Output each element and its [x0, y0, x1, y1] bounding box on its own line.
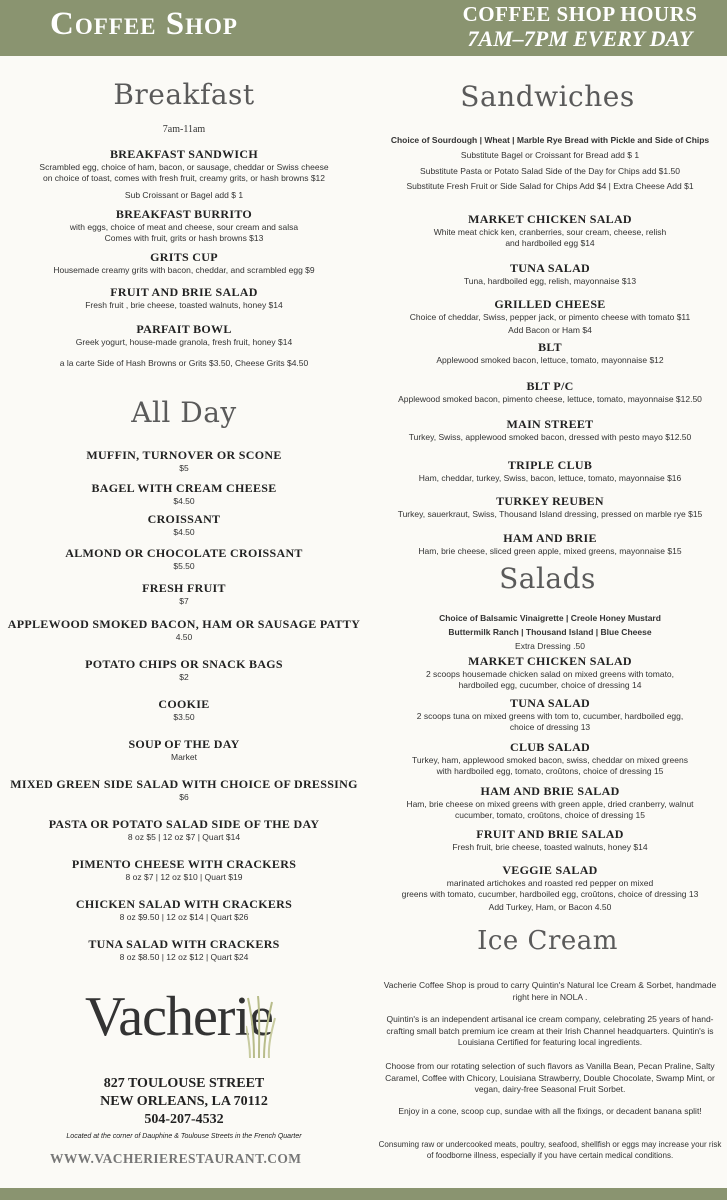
menu-item: APPLEWOOD SMOKED BACON, HAM OR SAUSAGE PATTY 4.50 [7, 617, 361, 642]
menu-item: CLUB SALAD Turkey, ham, applewood smoked bacon, swiss, cheddar on mixed greens with hardboiled egg, tomato, croûtons, choice of dressing 15 [412, 740, 688, 776]
icecream-paragraph: Quintin's is an independent artisanal ice cream company, celebrating 25 years of hand-crafting small batch premium ice cream at their Irish Channel headquarters. Quintin's is Louisiana Certified for featuring local ingredients. [386, 1014, 714, 1047]
menu-item: TUNA SALAD Tuna, hardboiled egg, relish, mayonnaise $13 [463, 261, 637, 286]
menu-item: POTATO CHIPS OR SNACK BAGS $2 [85, 657, 283, 682]
menu-note: Sub Croissant or Bagel add $ 1 [124, 190, 244, 200]
menu-item: SOUP OF THE DAY Market [128, 737, 240, 762]
sandwich-sub-note: Substitute Pasta or Potato Salad Side of the Day for Chips add $1.50 [420, 166, 680, 176]
breakfast-title: Breakfast [113, 78, 255, 111]
dressing-choices: Buttermilk Ranch | Thousand Island | Blue Cheese [448, 627, 652, 637]
icecream-paragraph: Vacherie Coffee Shop is proud to carry Quintin's Natural Ice Cream & Sorbet, handmade right here in NOLA . [383, 980, 717, 1002]
sandwiches-title: Sandwiches [460, 80, 635, 113]
menu-item: ALMOND OR CHOCOLATE CROISSANT $5.50 [65, 546, 303, 571]
hours-text: 7AM–7PM EVERY DAY [467, 26, 693, 51]
sandwich-bread-note: Choice of Sourdough | Wheat | Marble Rye Bread with Pickle and Side of Chips [390, 135, 710, 145]
menu-item: COOKIE $3.50 [158, 697, 210, 722]
menu-item: MIXED GREEN SIDE SALAD WITH CHOICE OF DRESSING $6 [10, 777, 358, 802]
menu-note: a la carte Side of Hash Browns or Grits $3.50, Cheese Grits $4.50 [59, 358, 309, 368]
menu-item: FRESH FRUIT $7 [142, 581, 226, 606]
menu-item: FRUIT AND BRIE SALAD Fresh fruit, brie cheese, toasted walnuts, honey $14 [452, 827, 648, 852]
street-address: 827 TOULOUSE STREET [103, 1076, 265, 1091]
menu-item: GRILLED CHEESE Choice of cheddar, Swiss, pepper jack, or pimento cheese with tomato $11 Add Bacon or Ham $4 [409, 297, 691, 335]
vacherie-logo: Vacherie [85, 986, 273, 1048]
menu-item: GRITS CUP Housemade creamy grits with bacon, cheddar, and scrambled egg $9 [53, 250, 315, 275]
menu-item: BREAKFAST SANDWICH Scrambled egg, choice of ham, bacon, or sausage, cheddar or Swiss cheese on choice of toast, comes with fresh fruit, creamy grits, or hash browns $12 [39, 147, 329, 183]
menu-item: HAM AND BRIE SALAD Ham, brie cheese on mixed greens with green apple, dried cranberry, walnut cucumber, tomato, croûtons, choice of dressing 15 [406, 784, 694, 820]
city-address: NEW ORLEANS, LA 70112 [100, 1094, 268, 1109]
food-safety-disclaimer: Consuming raw or undercooked meats, poultry, seafood, shellfish or eggs may increase your risk of foodborne illness, especially if you have certain medical conditions. [378, 1140, 722, 1160]
menu-item: MARKET CHICKEN SALAD 2 scoops housemade chicken salad on mixed greens with tomato, hardboiled egg, cucumber, choice of dressing 14 [425, 654, 675, 690]
header-banner [0, 0, 727, 56]
salads-title: Salads [499, 562, 596, 595]
footer-band [0, 1188, 727, 1200]
phone-number: 504-207-4532 [144, 1112, 224, 1127]
menu-item: PARFAIT BOWL Greek yogurt, house-made granola, fresh fruit, honey $14 [75, 322, 293, 347]
allday-title: All Day [131, 396, 237, 429]
website-link[interactable]: WWW.VACHERIERESTAURANT.COM [50, 1151, 302, 1166]
menu-item: MUFFIN, TURNOVER OR SCONE $5 [86, 448, 282, 473]
hours-heading: COFFEE SHOP HOURS [462, 2, 698, 26]
menu-item: HAM AND BRIE Ham, brie cheese, sliced green apple, mixed greens, mayonnaise $15 [418, 531, 682, 556]
icecream-paragraph: Choose from our rotating selection of such flavors as Vanilla Bean, Pecan Praline, Salty Caramel, Coffee with Chicory, Louisiana Strawberry, Double Chocolate, Swamp Mint, or vegan, dairy-free Seasonal Fruit Sorbet. [385, 1061, 715, 1094]
dressing-choices: Choice of Balsamic Vinaigrette | Creole Honey Mustard [439, 613, 661, 623]
menu-item: MAIN STREET Turkey, Swiss, applewood smoked bacon, dressed with pesto mayo $12.50 [408, 417, 692, 442]
menu-item: CHICKEN SALAD WITH CRACKERS 8 oz $9.50 | 12 oz $14 | Quart $26 [75, 897, 293, 922]
grass-icon [246, 996, 276, 1058]
menu-item: VEGGIE SALAD marinated artichokes and roasted red pepper on mixed greens with tomato, cucumber, hardboiled egg, croûtons, choice of dressing 13 Add Turkey, Ham, or Bacon 4.50 [401, 863, 699, 912]
menu-item: FRUIT AND BRIE SALAD Fresh fruit , brie cheese, toasted walnuts, honey $14 [85, 285, 283, 310]
icecream-paragraph: Enjoy in a cone, scoop cup, sundae with all the fixings, or decadent banana split! [398, 1106, 702, 1116]
menu-item: BREAKFAST BURRITO with eggs, choice of meat and cheese, sour cream and salsa Comes with fruit, grits or hash browns $13 [69, 207, 299, 243]
icecream-title: Ice Cream [477, 926, 618, 956]
menu-item: TUNA SALAD 2 scoops tuna on mixed greens with tom to, cucumber, hardboiled egg, choice of dressing 13 [416, 696, 684, 732]
menu-item: BLT P/C Applewood smoked bacon, pimento cheese, lettuce, tomato, mayonnaise $12.50 [398, 379, 702, 404]
extra-dressing: Extra Dressing .50 [515, 641, 585, 651]
breakfast-time: 7am-11am [162, 124, 206, 135]
menu-item: TRIPLE CLUB Ham, cheddar, turkey, Swiss, bacon, lettuce, tomato, mayonnaise $16 [418, 458, 682, 483]
location-note: Located at the corner of Dauphine & Toulouse Streets in the French Quarter [66, 1133, 302, 1140]
menu-item: BLT Applewood smoked bacon, lettuce, tomato, mayonnaise $12 [436, 340, 664, 365]
menu-item: CROISSANT $4.50 [147, 512, 221, 537]
menu-item: TURKEY REUBEN Turkey, sauerkraut, Swiss, Thousand Island dressing, pressed on marble rye $15 [397, 494, 703, 519]
menu-item: TUNA SALAD WITH CRACKERS 8 oz $8.50 | 12 oz $12 | Quart $24 [88, 937, 280, 962]
menu-item: MARKET CHICKEN SALAD White meat chick ken, cranberries, sour cream, cheese, relish and hardboiled egg $14 [433, 212, 667, 248]
menu-item: PIMENTO CHEESE WITH CRACKERS 8 oz $7 | 12 oz $10 | Quart $19 [71, 857, 297, 882]
sandwich-sub-note: Substitute Bagel or Croissant for Bread add $ 1 [460, 150, 640, 160]
menu-item: PASTA OR POTATO SALAD SIDE OF THE DAY 8 oz $5 | 12 oz $7 | Quart $14 [48, 817, 320, 842]
page-title: Coffee Shop [50, 6, 238, 42]
menu-item: BAGEL WITH CREAM CHEESE $4.50 [91, 481, 277, 506]
sandwich-sub-note: Substitute Fresh Fruit or Side Salad for Chips Add $4 | Extra Cheese Add $1 [406, 181, 694, 191]
